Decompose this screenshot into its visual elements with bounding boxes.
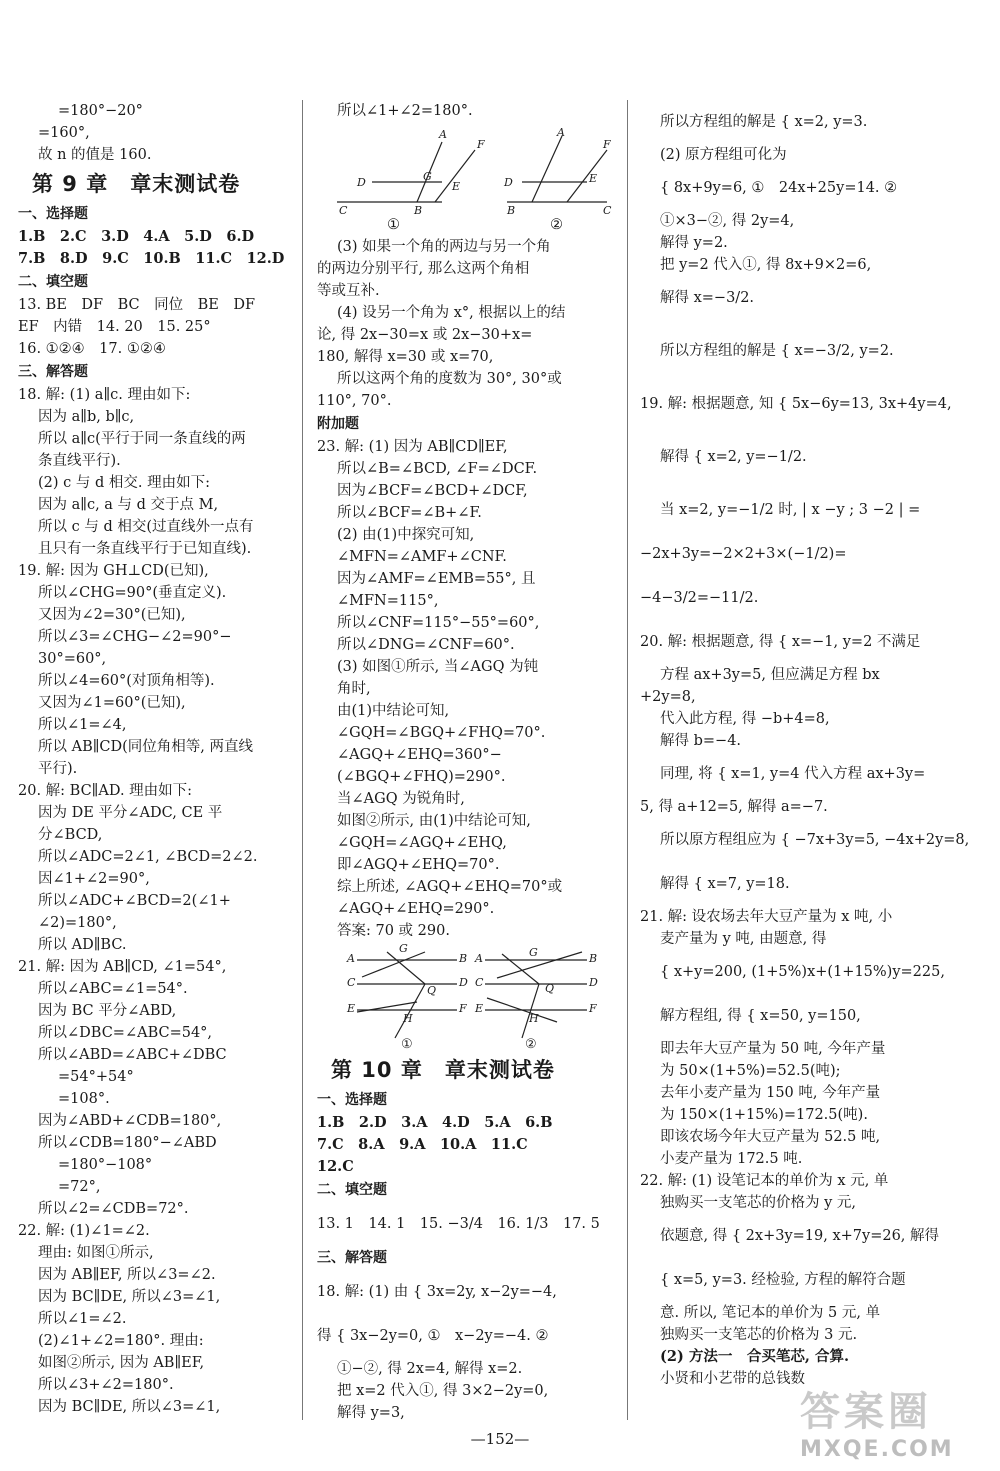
text-line: 代入此方程, 得 −b+4=8, xyxy=(660,711,830,727)
text-line: 所以这两个角的度数为 30°, 30°或 xyxy=(337,371,562,387)
parallel-lines-figure xyxy=(317,122,617,214)
text-line: { x+y=200, (1+5%)x+(1+15%)y=225, xyxy=(660,964,945,980)
text-line: 故 n 的值是 160. xyxy=(38,147,152,163)
watermark-url: MXQE.COM xyxy=(800,1437,954,1462)
column-2 xyxy=(317,100,617,1424)
text-line: 所以∠1=∠2. xyxy=(38,1311,127,1327)
text-line: 如图②所示, 由(1)中结论可知, xyxy=(337,813,531,829)
column-divider xyxy=(302,100,303,1420)
text-line: 由(1)中结论可知, xyxy=(337,703,450,719)
text-line: 18. 解: (1) 由 { 3x=2y, x−2y=−4, xyxy=(317,1284,557,1300)
text-line: 得 { 3x−2y=0, ① x−2y=−4. ② xyxy=(317,1328,549,1344)
text-line: 条直线平行). xyxy=(38,453,121,469)
svg-text:E: E xyxy=(475,1002,484,1015)
text-line: 因为 BC∥DE, 所以∠3=∠1, xyxy=(38,1399,221,1415)
text-line: 为 50×(1+5%)=52.5(吨); xyxy=(660,1063,841,1079)
text-line: 答案: 70 或 290. xyxy=(337,923,450,939)
text-line: 小贤和小艺带的总钱数 xyxy=(660,1371,805,1387)
text-line: { x=5, y=3. 经检验, 方程的解符合题 xyxy=(660,1272,906,1288)
text-line: 所以∠ABC=∠1=54°. xyxy=(38,981,188,997)
text-line: (3) 如果一个角的两边与另一个角 xyxy=(337,239,551,255)
text-line: 所以 a∥c(平行于同一条直线的两 xyxy=(38,431,246,447)
text-line: 综上所述, ∠AGQ+∠EHQ=70°或 xyxy=(337,879,563,895)
answer-line: 13. BE DF BC 同位 BE DF xyxy=(18,297,256,313)
text-line: ∠MFN=115°, xyxy=(337,593,439,609)
text-line: 依题意, 得 { 2x+3y=19, x+7y=26, 解得 xyxy=(660,1228,940,1244)
text-line: 19. 解: 根据题意, 知 { 5x−6y=13, 3x+4y=4, xyxy=(640,396,952,412)
svg-text:F: F xyxy=(477,138,485,151)
answer-line: 1.B 2.D 3.A 4.D 5.A 6.B xyxy=(317,1114,553,1131)
text-line: 当∠AGQ 为锐角时, xyxy=(337,791,465,807)
text-line: 把 y=2 代入①, 得 8x+9×2=6, xyxy=(660,257,872,273)
svg-text:F: F xyxy=(589,1002,597,1015)
svg-text:E: E xyxy=(452,180,461,193)
text-line: 所以∠BCF=∠B+∠F. xyxy=(337,505,482,521)
text-line: (2) 由(1)中探究可知, xyxy=(337,527,475,543)
text-line: 所以∠DNG=∠CNF=60°. xyxy=(337,637,515,653)
section-heading: 二、填空题 xyxy=(317,1182,387,1198)
parallel-lines-figure xyxy=(317,942,617,1050)
text-line: (∠BGQ+∠FHQ)=290°. xyxy=(337,769,506,785)
text-line: 因为 a∥b, b∥c, xyxy=(38,409,135,425)
text-line: 因为∠ABD+∠CDB=180°, xyxy=(38,1113,222,1129)
text-line: 的两边分别平行, 那么这两个角相 xyxy=(317,261,530,277)
text-line: (2) 方法一 合买笔芯, 合算. xyxy=(660,1348,850,1365)
text-line: 所以∠3+∠2=180°. xyxy=(38,1377,174,1393)
section-heading: 三、解答题 xyxy=(18,364,88,380)
text-line: 所以∠CNF=115°−55°=60°, xyxy=(337,615,540,631)
chapter-10-title: 第 10 章 章末测试卷 xyxy=(331,1058,555,1082)
text-line: ∠2)=180°, xyxy=(38,915,117,931)
text-line: =180°−108° xyxy=(58,1157,153,1173)
text-line: 独购买一支笔芯的价格为 y 元, xyxy=(660,1195,857,1211)
text-line: (2) c 与 d 相交. 理由如下: xyxy=(38,475,210,491)
text-line: 所以∠CDB=180°−∠ABD xyxy=(38,1135,217,1151)
text-line: 因为∠AMF=∠EMB=55°, 且 xyxy=(337,571,536,587)
answer-line: 7.B 8.D 9.C 10.B 11.C 12.D xyxy=(18,250,285,267)
text-line: 110°, 70°. xyxy=(317,393,392,409)
text-line: ∠AGQ+∠EHQ=360°− xyxy=(337,747,502,763)
text-line: 去年小麦产量为 150 吨, 今年产量 xyxy=(660,1085,881,1101)
svg-text:H: H xyxy=(529,1012,539,1025)
answer-line: 12.C xyxy=(317,1158,354,1175)
text-line: ∠GQH=∠AGQ+∠EHQ, xyxy=(337,835,507,851)
svg-text:G: G xyxy=(399,942,408,955)
section-heading: 一、选择题 xyxy=(317,1092,387,1108)
text-line: 解得 x=−3/2. xyxy=(660,290,755,306)
text-line: 因∠1+∠2=90°, xyxy=(38,871,150,887)
text-line: 所以∠1=∠4, xyxy=(38,717,127,733)
text-line: 因为 BC∥DE, 所以∠3=∠1, xyxy=(38,1289,221,1305)
text-line: 22. 解: (1) 设笔记本的单价为 x 元, 单 xyxy=(640,1173,889,1189)
answer-line: 16. ①②④ 17. ①②④ xyxy=(18,341,166,357)
text-line: =160°, xyxy=(38,125,90,141)
svg-text:A: A xyxy=(439,128,447,141)
text-line: 所以∠B=∠BCD, ∠F=∠DCF. xyxy=(337,461,538,477)
text-line: 因为 a∥c, a 与 d 交于点 M, xyxy=(38,497,219,513)
figure-caption: ① xyxy=(401,1037,413,1050)
text-line: 因为 DE 平分∠ADC, CE 平 xyxy=(38,805,223,821)
figure-caption: ② xyxy=(550,217,563,233)
text-line: 所以∠3=∠CHG−∠2=90°− xyxy=(38,629,232,645)
text-line: 所以∠ADC+∠BCD=2(∠1+ xyxy=(38,893,231,909)
text-line: 所以∠ABD=∠ABC+∠DBC xyxy=(38,1047,227,1063)
answer-line: EF 内错 14. 20 15. 25° xyxy=(18,319,211,335)
section-heading: 二、填空题 xyxy=(18,274,88,290)
text-line: =180°−20° xyxy=(58,103,143,119)
text-line: 意. 所以, 笔记本的单价为 5 元, 单 xyxy=(660,1305,881,1321)
figure-caption-row xyxy=(317,214,617,236)
svg-text:F: F xyxy=(459,1002,467,1015)
text-line: 所以 c 与 d 相交(过直线外一点有 xyxy=(38,519,254,535)
text-line: (2)∠1+∠2=180°. 理由: xyxy=(38,1333,204,1349)
text-line: 所以 AB∥CD(同位角相等, 两直线 xyxy=(38,739,254,755)
figure-caption: ② xyxy=(525,1037,537,1050)
text-line: 解得 b=−4. xyxy=(660,733,742,749)
svg-text:Q: Q xyxy=(545,982,555,995)
text-line: =72°, xyxy=(58,1179,101,1195)
text-line: 所以方程组的解是 { x=2, y=3. xyxy=(660,114,868,130)
text-line: 所以∠DBC=∠ABC=54°, xyxy=(38,1025,213,1041)
text-line: 当 x=2, y=−1/2 时, | x −y ; 3 −2 | = xyxy=(660,502,921,518)
text-line: 所以 AD∥BC. xyxy=(38,937,127,953)
text-line: 因为∠BCF=∠BCD+∠DCF, xyxy=(337,483,528,499)
svg-text:G: G xyxy=(423,170,432,183)
chapter-9-title: 第 9 章 章末测试卷 xyxy=(32,172,241,196)
text-line: 解得 { x=7, y=18. xyxy=(660,876,790,892)
section-heading: 三、解答题 xyxy=(317,1250,387,1266)
svg-text:C: C xyxy=(603,204,612,214)
page-number: —152— xyxy=(470,1430,530,1448)
svg-text:A: A xyxy=(557,126,565,139)
svg-text:B: B xyxy=(507,204,516,214)
text-line: 又因为∠1=60°(已知), xyxy=(38,695,186,711)
svg-text:B: B xyxy=(414,204,423,214)
text-line: ∠MFN=∠AMF+∠CNF. xyxy=(337,549,507,565)
svg-text:C: C xyxy=(475,976,484,989)
text-line: 且只有一条直线平行于已知直线). xyxy=(38,541,252,557)
section-heading: 附加题 xyxy=(317,416,359,432)
text-line: (4) 设另一个角为 x°, 根据以上的结 xyxy=(337,305,566,321)
section-heading: 一、选择题 xyxy=(18,206,88,222)
text-line: 20. 解: BC∥AD. 理由如下: xyxy=(18,783,193,799)
text-line: 解得 y=3, xyxy=(337,1405,405,1421)
geometry-figures-q23 xyxy=(317,942,617,1052)
geometry-figures-q22 xyxy=(317,122,617,214)
text-line: 20. 解: 根据题意, 得 { x=−1, y=2 不满足 xyxy=(640,634,921,650)
text-line: 22. 解: (1)∠1=∠2. xyxy=(18,1223,150,1239)
svg-text:E: E xyxy=(347,1002,356,1015)
text-line: 所以∠2=∠CDB=72°. xyxy=(38,1201,189,1217)
text-line: 5, 得 a+12=5, 解得 a=−7. xyxy=(640,799,828,815)
svg-text:D: D xyxy=(357,176,366,189)
text-line: 19. 解: 因为 GH⊥CD(已知), xyxy=(18,563,209,579)
text-line: 平行). xyxy=(38,761,78,777)
answer-line: 13. 1 14. 1 15. −3/4 16. 1/3 17. 5 xyxy=(317,1216,600,1232)
text-line: 所以∠4=60°(对顶角相等). xyxy=(38,673,215,689)
text-line: 所以∠ADC=2∠1, ∠BCD=2∠2. xyxy=(38,849,258,865)
text-line: 因为 AB∥EF, 所以∠3=∠2. xyxy=(38,1267,216,1283)
text-line: ∠AGQ+∠EHQ=290°. xyxy=(337,901,495,917)
svg-text:E: E xyxy=(589,172,598,185)
svg-text:D: D xyxy=(589,976,598,989)
answer-line: 7.C 8.A 9.A 10.A 11.C xyxy=(317,1136,528,1153)
text-line: −4−3/2=−11/2. xyxy=(640,590,759,606)
svg-text:H: H xyxy=(403,1012,413,1025)
svg-text:C: C xyxy=(339,204,348,214)
text-line: { 8x+9y=6, ① 24x+25y=14. ② xyxy=(660,180,898,196)
text-line: (2) 原方程组可化为 xyxy=(660,147,787,163)
watermark-logo xyxy=(800,1380,990,1460)
svg-text:D: D xyxy=(459,976,468,989)
text-line: −2x+3y=−2×2+3×(−1/2)= xyxy=(640,546,847,562)
text-line: =54°+54° xyxy=(58,1069,134,1085)
svg-text:D: D xyxy=(504,176,513,189)
text-line: =108°. xyxy=(58,1091,110,1107)
column-divider xyxy=(627,100,628,1420)
svg-text:A: A xyxy=(475,952,483,965)
watermark-stamp: 答案圈 xyxy=(800,1389,932,1435)
svg-text:B: B xyxy=(589,952,598,965)
text-line: 21. 解: 设农场去年大豆产量为 x 吨, 小 xyxy=(640,909,893,925)
text-line: ∠GQH=∠BGQ+∠FHQ=70°. xyxy=(337,725,546,741)
text-line: 论, 得 2x−30=x 或 2x−30+x= xyxy=(317,327,533,343)
text-line: 分∠BCD, xyxy=(38,827,103,843)
svg-text:Q: Q xyxy=(427,984,437,997)
text-line: 所以∠1+∠2=180°. xyxy=(337,103,473,119)
text-line: 又因为∠2=30°(已知), xyxy=(38,607,186,623)
text-line: 即∠AGQ+∠EHQ=70°. xyxy=(337,857,500,873)
svg-text:C: C xyxy=(347,976,356,989)
text-line: 180, 解得 x=30 或 x=70, xyxy=(317,349,494,365)
column-3 xyxy=(640,100,985,1390)
svg-text:F: F xyxy=(603,138,611,151)
text-line: 因为 BC 平分∠ABD, xyxy=(38,1003,177,1019)
text-line: 解方程组, 得 { x=50, y=150, xyxy=(660,1008,861,1024)
text-line: 解得 { x=2, y=−1/2. xyxy=(660,449,807,465)
text-line: 小麦产量为 172.5 吨. xyxy=(660,1151,803,1167)
text-line: ①×3−②, 得 2y=4, xyxy=(660,213,795,229)
text-line: +2y=8, xyxy=(640,689,696,705)
text-line: 等或互补. xyxy=(317,283,380,299)
text-line: 所以方程组的解是 { x=−3/2, y=2. xyxy=(660,343,894,359)
text-line: 同理, 将 { x=1, y=4 代入方程 ax+3y= xyxy=(660,766,926,782)
text-line: 即去年大豆产量为 50 吨, 今年产量 xyxy=(660,1041,886,1057)
text-line: 所以原方程组应为 { −7x+3y=5, −4x+2y=8, xyxy=(660,832,970,848)
text-line: 所以∠CHG=90°(垂直定义). xyxy=(38,585,227,601)
text-line: 方程 ax+3y=5, 但应满足方程 bx xyxy=(660,667,880,683)
text-line: 角时, xyxy=(337,681,371,697)
text-line: 18. 解: (1) a∥c. 理由如下: xyxy=(18,387,191,403)
text-line: 23. 解: (1) 因为 AB∥CD∥EF, xyxy=(317,439,508,455)
text-line: 麦产量为 y 吨, 由题意, 得 xyxy=(660,931,827,947)
answer-line: 1.B 2.C 3.D 4.A 5.D 6.D xyxy=(18,228,255,245)
text-line: 独购买一支笔芯的价格为 3 元. xyxy=(660,1327,858,1343)
text-line: 为 150×(1+15%)=172.5(吨). xyxy=(660,1107,868,1123)
svg-text:A: A xyxy=(347,952,355,965)
text-line: 解得 y=2. xyxy=(660,235,728,251)
svg-text:G: G xyxy=(529,946,538,959)
text-line: 把 x=2 代入①, 得 3×2−2y=0, xyxy=(337,1383,549,1399)
figure-caption: ① xyxy=(387,217,400,233)
text-line: (3) 如图①所示, 当∠AGQ 为钝 xyxy=(337,659,539,675)
text-line: 理由: 如图①所示, xyxy=(38,1245,154,1261)
text-line: 21. 解: 因为 AB∥CD, ∠1=54°, xyxy=(18,959,227,975)
text-line: 如图②所示, 因为 AB∥EF, xyxy=(38,1355,205,1371)
text-line: 30°=60°, xyxy=(38,651,107,667)
svg-text:B: B xyxy=(459,952,468,965)
text-line: ①−②, 得 2x=4, 解得 x=2. xyxy=(337,1361,523,1377)
text-line: 即该农场今年大豆产量为 52.5 吨, xyxy=(660,1129,881,1145)
column-1 xyxy=(18,100,293,1418)
